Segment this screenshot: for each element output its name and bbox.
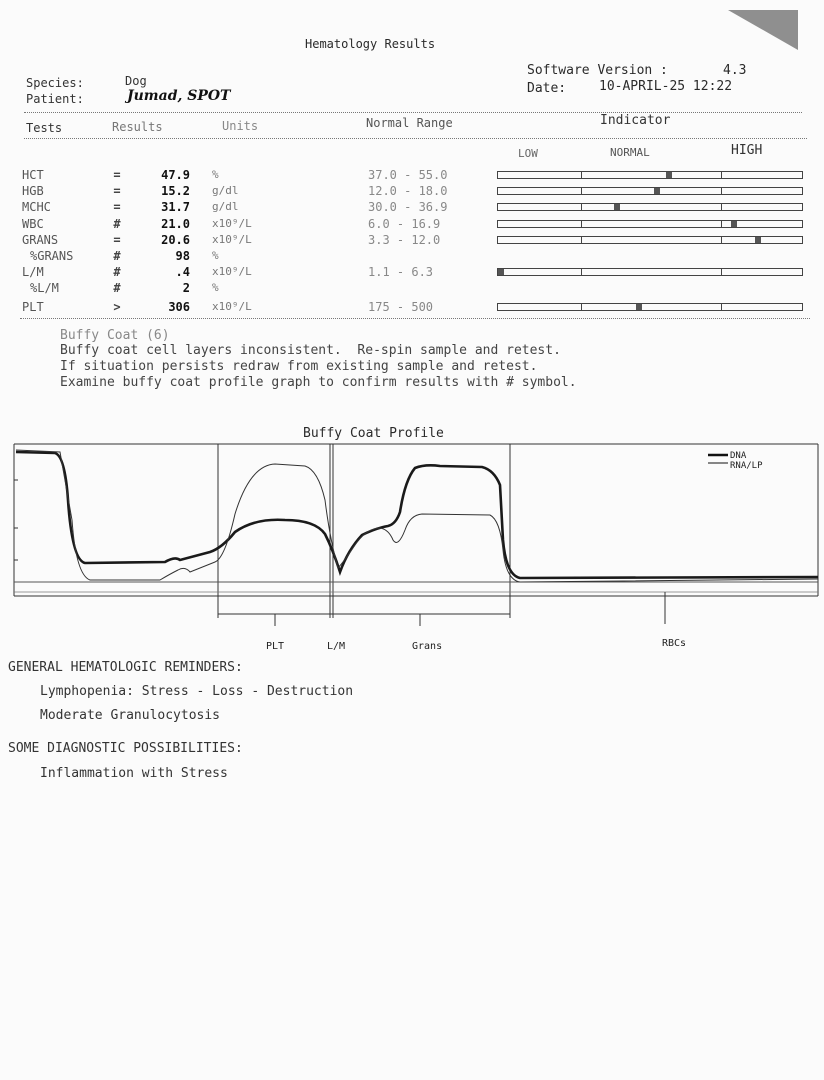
- indicator-divider: [581, 237, 582, 243]
- graph-title: Buffy Coat Profile: [303, 426, 444, 441]
- result-unit: x10⁹/L: [212, 232, 252, 246]
- report-title: Hematology Results: [305, 37, 436, 51]
- species-label: Species:: [26, 76, 84, 90]
- indicator-divider: [581, 221, 582, 227]
- test-name: HCT: [22, 168, 44, 182]
- indicator-divider: [721, 221, 722, 227]
- test-name: MCHC: [22, 200, 51, 215]
- flag-symbol: #: [113, 265, 121, 280]
- indicator-bar: [497, 203, 803, 211]
- date-label: Date:: [527, 81, 567, 96]
- indicator-bar: [497, 268, 803, 276]
- software-version: 4.3: [723, 63, 747, 78]
- flag-symbol: =: [113, 184, 121, 199]
- normal-range: 30.0 - 36.9: [368, 200, 448, 215]
- normal-range: 1.1 - 6.3: [368, 265, 434, 280]
- note-line: If situation persists redraw from existing sample and retest.: [60, 359, 538, 374]
- result-unit: g/dl: [212, 200, 239, 214]
- legend-dna: DNA: [730, 451, 747, 461]
- test-name: HGB: [22, 184, 44, 199]
- indicator-marker: [614, 204, 620, 210]
- flag-symbol: =: [113, 168, 121, 182]
- region-label-lm: L/M: [327, 641, 346, 652]
- indicator-divider: [581, 304, 582, 310]
- test-name: PLT: [22, 299, 44, 314]
- indicator-low-label: LOW: [518, 147, 538, 160]
- table-header-divider: [24, 138, 807, 139]
- indicator-marker: [666, 172, 672, 178]
- indicator-bar: [497, 236, 803, 244]
- software-version-label: Software Version :: [527, 63, 668, 78]
- indicator-bar: [497, 171, 803, 179]
- flag-symbol: #: [113, 249, 121, 263]
- reminder-item: Moderate Granulocytosis: [40, 708, 221, 723]
- note-line: Buffy coat cell layers inconsistent. Re-spin sample and retest.: [60, 343, 561, 358]
- region-label-rbcs: RBCs: [662, 638, 687, 649]
- col-header-tests: Tests: [26, 121, 63, 135]
- result-value: 21.0: [161, 216, 190, 231]
- note-line: Examine buffy coat profile graph to confirm results with # symbol.: [60, 375, 577, 390]
- region-label-grans: Grans: [412, 641, 443, 652]
- result-value: 31.7: [161, 200, 190, 215]
- result-value: 20.6: [161, 232, 190, 247]
- indicator-divider: [721, 304, 722, 310]
- diagnostic-item: Inflammation with Stress: [40, 766, 228, 781]
- normal-range: 37.0 - 55.0: [368, 168, 448, 182]
- indicator-divider: [581, 269, 582, 275]
- result-value: 306: [168, 299, 190, 314]
- legend-rna-lp: RNA/LP: [730, 461, 763, 471]
- result-unit: %: [212, 168, 219, 181]
- indicator-bar: [497, 220, 803, 228]
- indicator-divider: [581, 188, 582, 194]
- patient-label: Patient:: [26, 92, 84, 106]
- indicator-divider: [721, 237, 722, 243]
- normal-range: 175 - 500: [368, 299, 434, 314]
- test-name: GRANS: [22, 232, 59, 247]
- indicator-marker: [636, 304, 642, 310]
- indicator-divider: [721, 172, 722, 178]
- result-value: 2: [182, 281, 190, 296]
- indicator-marker: [755, 237, 761, 243]
- normal-range: 3.3 - 12.0: [368, 232, 441, 247]
- result-value: 98: [175, 249, 190, 263]
- indicator-divider: [581, 204, 582, 210]
- species-value: Dog: [125, 74, 147, 88]
- flag-symbol: =: [113, 232, 121, 247]
- col-header-indicator: Indicator: [600, 113, 671, 128]
- indicator-divider: [581, 172, 582, 178]
- indicator-divider: [721, 188, 722, 194]
- result-unit: x10⁹/L: [212, 216, 252, 230]
- page-corner-shadow: [728, 10, 798, 50]
- indicator-bar: [497, 187, 803, 195]
- result-unit: x10⁹/L: [212, 299, 252, 313]
- result-value: 15.2: [161, 184, 190, 199]
- indicator-marker: [731, 221, 737, 227]
- indicator-divider: [721, 204, 722, 210]
- indicator-bar: [497, 303, 803, 311]
- test-name: L/M: [22, 265, 44, 280]
- result-unit: %: [212, 249, 219, 262]
- test-name: %L/M: [30, 281, 59, 296]
- col-header-units: Units: [222, 119, 259, 133]
- result-value: .4: [175, 265, 190, 280]
- flag-symbol: #: [113, 216, 121, 231]
- col-header-results: Results: [112, 120, 163, 134]
- test-name: WBC: [22, 216, 44, 231]
- indicator-marker: [498, 269, 504, 275]
- normal-range: 12.0 - 18.0: [368, 184, 448, 199]
- result-value: 47.9: [161, 168, 190, 182]
- indicator-normal-label: NORMAL: [610, 146, 650, 159]
- result-unit: x10⁹/L: [212, 265, 252, 279]
- note-line: Buffy Coat (6): [60, 328, 170, 343]
- test-name: %GRANS: [30, 249, 74, 263]
- diagnostics-heading: SOME DIAGNOSTIC POSSIBILITIES:: [8, 741, 243, 756]
- region-label-plt: PLT: [266, 641, 285, 652]
- report-date: 10-APRIL-25 12:22: [599, 79, 733, 94]
- patient-name: Jumad, SPOT: [127, 88, 231, 104]
- flag-symbol: =: [113, 200, 121, 215]
- reminder-item: Lymphopenia: Stress - Loss - Destruction: [40, 684, 354, 699]
- col-header-normal-range: Normal Range: [366, 116, 453, 130]
- normal-range: 6.0 - 16.9: [368, 216, 441, 231]
- flag-symbol: #: [113, 281, 121, 296]
- buffy-coat-profile-graph: [0, 440, 824, 652]
- table-bottom-divider: [20, 318, 810, 319]
- result-unit: %: [212, 281, 219, 295]
- indicator-divider: [721, 269, 722, 275]
- result-unit: g/dl: [212, 184, 239, 198]
- indicator-high-label: HIGH: [731, 143, 763, 158]
- reminders-heading: GENERAL HEMATOLOGIC REMINDERS:: [8, 660, 243, 675]
- indicator-marker: [654, 188, 660, 194]
- header-divider: [24, 112, 802, 113]
- flag-symbol: >: [113, 299, 121, 314]
